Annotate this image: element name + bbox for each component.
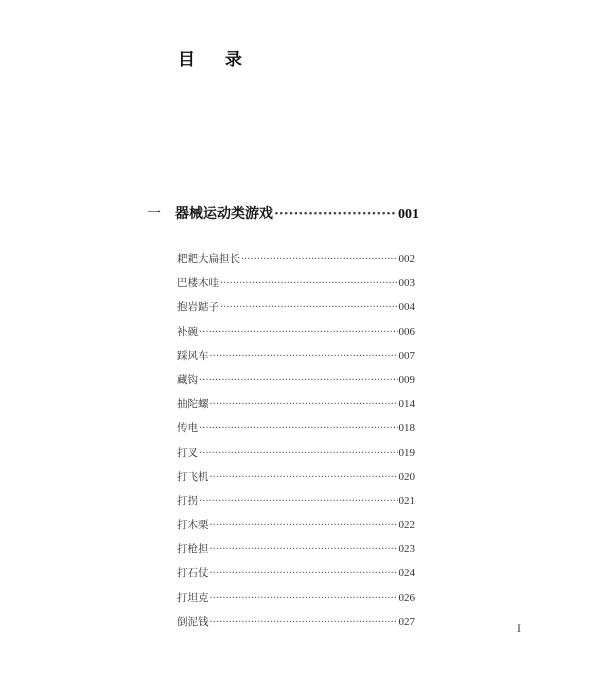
entry-page-number: 021 <box>398 494 415 507</box>
entry-title: 抽陀螺 <box>177 398 209 411</box>
leader-dots <box>210 593 398 604</box>
entry-page-number: 023 <box>398 543 415 556</box>
entry-page-number: 020 <box>398 470 415 483</box>
entry-page-number: 018 <box>398 422 415 435</box>
entry-page-number: 003 <box>398 277 415 290</box>
entry-page-number: 026 <box>398 591 415 604</box>
entry-page-number: 024 <box>398 567 415 580</box>
toc-entry[interactable] <box>177 541 415 565</box>
toc-entry[interactable] <box>177 299 415 323</box>
leader-dots <box>199 448 398 459</box>
toc-entry[interactable] <box>177 251 415 275</box>
entry-title: 抱岩踮子 <box>177 301 219 314</box>
toc-entry[interactable] <box>177 614 415 638</box>
toc-entry[interactable] <box>177 565 415 589</box>
toc-entry[interactable] <box>177 420 415 444</box>
toc-entry[interactable] <box>177 372 415 396</box>
leader-dots <box>274 206 397 222</box>
toc-entry[interactable] <box>177 469 415 493</box>
leader-dots <box>210 617 398 628</box>
entry-page-number: 022 <box>398 519 415 532</box>
entry-page-number: 027 <box>398 615 415 628</box>
entry-title: 补碗 <box>177 325 198 338</box>
leader-dots <box>241 254 398 265</box>
entry-page-number: 007 <box>398 349 415 362</box>
leader-dots <box>220 302 398 313</box>
toc-entry[interactable] <box>177 396 415 420</box>
toc-entry[interactable] <box>177 445 415 469</box>
entry-title: 藏钩 <box>177 373 198 386</box>
toc-entry[interactable] <box>177 517 415 541</box>
page-folio-number: I <box>517 621 521 635</box>
chapter-heading[interactable] <box>147 203 419 223</box>
leader-dots <box>220 278 398 289</box>
entry-page-number: 002 <box>398 253 415 265</box>
entry-page-number: 009 <box>398 373 415 386</box>
entry-title: 巴楼木哇 <box>177 277 219 290</box>
entry-page-number: 014 <box>398 398 415 411</box>
entry-title: 打枪担 <box>177 543 209 556</box>
chapter-page-number: 001 <box>398 207 419 222</box>
toc-entry[interactable] <box>177 324 415 348</box>
entry-page-number: 006 <box>398 325 415 338</box>
toc-entry[interactable] <box>177 493 415 517</box>
entry-title: 打叉 <box>177 446 198 459</box>
entry-title: 打坦克 <box>177 591 209 604</box>
entry-title: 耙耙大扁担长 <box>177 253 240 265</box>
toc-entry[interactable] <box>177 275 415 299</box>
leader-dots <box>199 327 398 338</box>
toc-entry-list <box>177 251 415 638</box>
toc-entry[interactable] <box>177 590 415 614</box>
entry-page-number: 019 <box>398 446 415 459</box>
entry-title: 打拐 <box>177 494 198 507</box>
chapter-number: 一 <box>147 206 161 222</box>
chapter-title: 器械运动类游戏 <box>175 206 273 222</box>
leader-dots <box>199 375 398 386</box>
page-title: 目 录 <box>178 50 254 70</box>
entry-title: 打飞机 <box>177 470 209 483</box>
leader-dots <box>210 351 398 362</box>
entry-title: 打木栗 <box>177 519 209 532</box>
leader-dots <box>210 520 398 531</box>
entry-title: 倒泥钱 <box>177 615 209 628</box>
leader-dots <box>210 399 398 410</box>
entry-title: 传电 <box>177 422 198 435</box>
leader-dots <box>199 496 398 507</box>
leader-dots <box>210 472 398 483</box>
entry-title: 踩风车 <box>177 349 209 362</box>
leader-dots <box>199 423 398 434</box>
entry-page-number: 004 <box>398 301 415 314</box>
entry-title: 打石仗 <box>177 567 209 580</box>
toc-entry[interactable] <box>177 348 415 372</box>
leader-dots <box>210 544 398 555</box>
leader-dots <box>210 568 398 579</box>
